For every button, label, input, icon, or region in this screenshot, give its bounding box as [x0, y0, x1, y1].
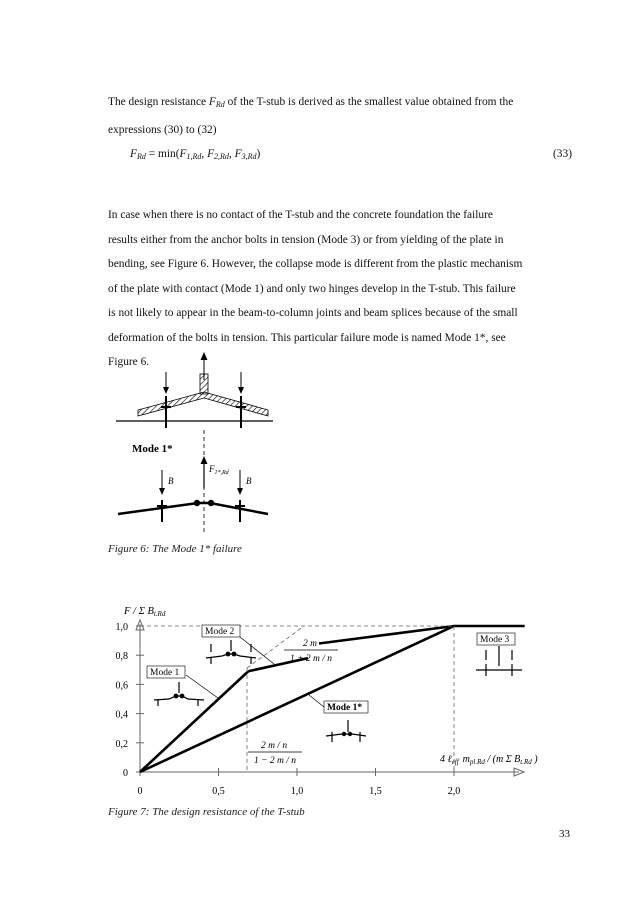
x-tick-label: 1,5	[369, 786, 382, 797]
deformed-plate	[138, 392, 268, 416]
fig7-y-axis-label: F / Σ Bt.Rd	[124, 606, 166, 618]
fig7-formula-bot-num: 2 m / n	[260, 741, 288, 751]
mode3-sketch	[476, 646, 522, 676]
page-number: 33	[559, 828, 570, 840]
figure-6-diagram	[108, 352, 278, 537]
y-tick-label: 0,6	[115, 680, 128, 692]
fig7-mode2-label: Mode 2	[205, 627, 235, 637]
series-mode-1	[140, 671, 248, 772]
x-tick-label: 1,0	[290, 786, 304, 797]
fig7-mode3-label: Mode 3	[480, 635, 510, 645]
equation-33: $F_{Rd} = \min(F_{1,Rd}$, $F_{2,Rd}$, $F_{3,Rd}$)	[130, 148, 261, 161]
fig7-formula-top-num: 2 m	[303, 639, 317, 649]
figure-7-caption: Figure 7: The design resistance of the T-stub	[108, 806, 305, 818]
arrowhead-bolt-right	[238, 387, 244, 394]
equation-number: (33)	[553, 148, 572, 160]
mode1star-plate	[118, 503, 268, 514]
fig7-mode1-label: Mode 1	[150, 668, 180, 678]
fig6-mode-label: Mode 1*	[132, 443, 173, 455]
mode1-sketch	[154, 682, 204, 706]
fig6-bolt-left-label: B	[168, 476, 174, 486]
hinge-right	[208, 500, 214, 506]
hinge-left	[194, 500, 200, 506]
y-tick-label: 1,0	[115, 622, 128, 633]
y-tick-label: 0	[123, 768, 128, 779]
tstub-web	[200, 374, 208, 394]
figure-6-caption: Figure 6: The Mode 1* failure	[108, 543, 242, 555]
mode1star-paragraph: In case when there is no contact of the T-stub and the concrete foundation the failure results either from the anchor bolts in tension (Mode 3) or from yielding of the plate in bending, see Figure 6. However, the collapse mode is different from the plastic mechanism of the plate with contact (Mode 1) and only two hinges develop in the T-stub. This failure is not likely to appear in the beam-to-column joints and beam splices because of the small deformation of the bolts in tension. This particular failure mode is named Mode 1*, see Figure 6.	[108, 209, 523, 368]
x-tick-label: 2,0	[447, 786, 461, 797]
arrowhead-f1star	[201, 456, 208, 464]
mode1star-sketch	[326, 720, 366, 742]
y-tick-label: 0,4	[115, 709, 128, 721]
fig7-mode1star-label: Mode 1*	[327, 703, 363, 713]
fig7-formula-bot-den: 1 − 2 m / n	[253, 756, 297, 766]
arrowhead-bolt-left	[163, 387, 169, 394]
y-tick-label: 0,8	[115, 651, 128, 663]
arrowhead-top	[201, 352, 208, 360]
x-tick-label: 0,5	[212, 786, 225, 797]
intro-paragraph: The design resistance $F_{Rd}$ of the T-stub is derived as the smallest value obtained from the expressions (30) to (32)	[108, 96, 514, 136]
x-tick-label: 0	[137, 786, 143, 797]
fig6-bolt-right-label: B	[246, 476, 252, 486]
y-tick-label: 0,2	[115, 738, 128, 750]
fig6-force-label: $F_{1*,Rd}$	[209, 464, 229, 476]
fig7-x-axis-label: 4 ℓ$_{eff}$ $m_{pl.Rd} / (m$ Σ $B_{t.Rd}$ )	[440, 754, 538, 766]
figure-7-chart	[104, 600, 538, 800]
fig7-formula-top-den: 1 + 2 m / n	[289, 654, 333, 664]
